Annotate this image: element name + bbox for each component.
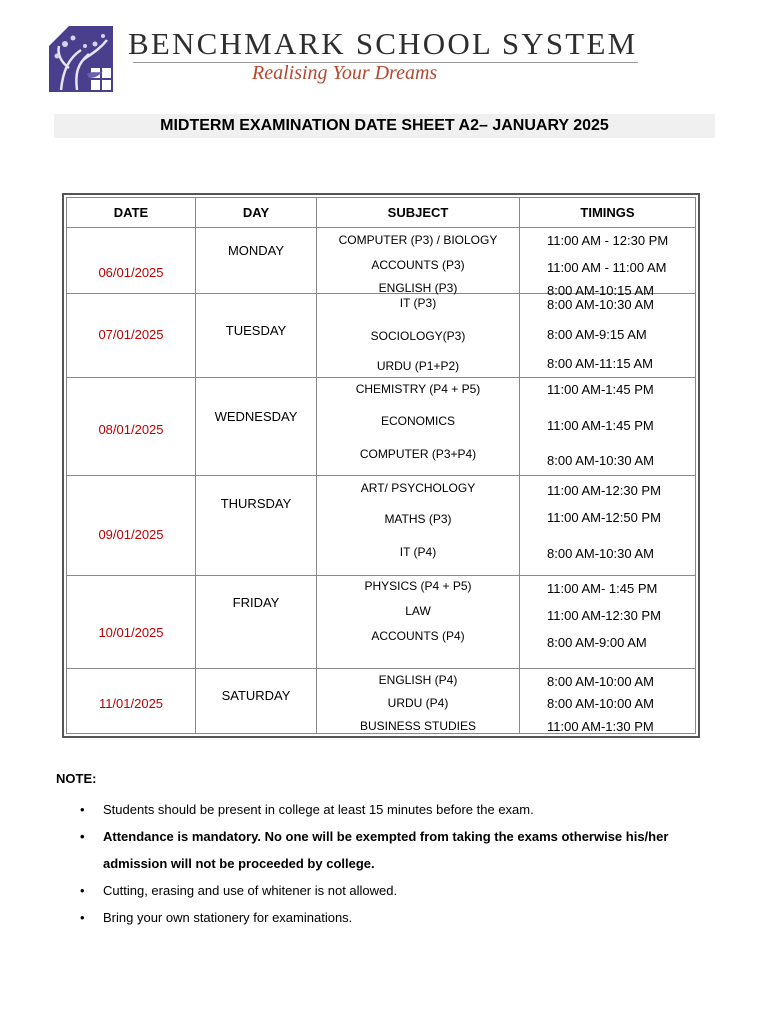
exam-subject: ACCOUNTS (P3) bbox=[371, 258, 465, 272]
row-divider bbox=[67, 575, 695, 576]
page-title: MIDTERM EXAMINATION DATE SHEET A2– JANUARY 2025 bbox=[54, 114, 715, 138]
exam-subject: LAW bbox=[405, 604, 431, 618]
exam-timing: 11:00 AM-1:30 PM bbox=[547, 719, 654, 734]
row-divider bbox=[67, 377, 695, 378]
note-item bbox=[80, 877, 720, 904]
note-item bbox=[80, 904, 720, 931]
column-header-date: DATE bbox=[113, 205, 149, 220]
note-list bbox=[80, 796, 720, 931]
exam-timing: 11:00 AM-1:45 PM bbox=[547, 418, 654, 433]
exam-timing: 11:00 AM-12:30 PM bbox=[547, 608, 661, 623]
school-logo bbox=[47, 24, 115, 94]
column-divider bbox=[519, 198, 520, 733]
exam-subject: IT (P3) bbox=[399, 296, 437, 310]
exam-timing: 11:00 AM-12:30 PM bbox=[547, 483, 661, 498]
exam-timing: 8:00 AM-9:15 AM bbox=[547, 327, 647, 342]
exam-timing: 8:00 AM-10:00 AM bbox=[547, 696, 654, 711]
note-label: NOTE: bbox=[56, 771, 97, 786]
bullet-icon: • bbox=[80, 829, 85, 844]
exam-date: 10/01/2025 bbox=[98, 625, 164, 640]
note-text: Students should be present in college at least 15 minutes before the exam. bbox=[103, 802, 534, 817]
exam-subject: CHEMISTRY (P4 + P5) bbox=[355, 382, 481, 396]
row-divider bbox=[67, 227, 695, 228]
column-header-subject: SUBJECT bbox=[387, 205, 449, 220]
column-header-timings: TIMINGS bbox=[580, 205, 635, 220]
column-header-day: DAY bbox=[242, 205, 270, 220]
exam-subject: BUSINESS STUDIES bbox=[359, 719, 477, 733]
note-text: Attendance is mandatory. No one will be exempted from taking the exams otherwise his/her admission will not be proceeded by college. bbox=[103, 829, 669, 871]
table-grid bbox=[66, 197, 696, 734]
exam-date: 06/01/2025 bbox=[98, 265, 164, 280]
note-text: Cutting, erasing and use of whitener is not allowed. bbox=[103, 883, 398, 898]
exam-subject: ENGLISH (P4) bbox=[378, 673, 458, 687]
exam-subject: PHYSICS (P4 + P5) bbox=[364, 579, 472, 593]
exam-timing: 8:00 AM-10:15 AM bbox=[547, 283, 654, 298]
tree-and-dove-logo-icon bbox=[47, 24, 115, 94]
exam-timing: 8:00 AM-9:00 AM bbox=[547, 635, 647, 650]
exam-timing: 8:00 AM-10:30 AM bbox=[547, 546, 654, 561]
exam-day: WEDNESDAY bbox=[214, 409, 298, 424]
exam-day: MONDAY bbox=[227, 243, 285, 258]
exam-subject: MATHS (P3) bbox=[384, 512, 452, 526]
exam-timing: 8:00 AM-11:15 AM bbox=[547, 356, 653, 371]
exam-timing: 11:00 AM - 11:00 AM bbox=[547, 260, 667, 275]
bullet-icon: • bbox=[80, 883, 85, 898]
exam-timing: 11:00 AM - 12:30 PM bbox=[547, 233, 669, 248]
exam-subject: IT (P4) bbox=[399, 545, 437, 559]
bullet-icon: • bbox=[80, 802, 85, 817]
exam-date: 07/01/2025 bbox=[98, 327, 164, 342]
exam-subject: ENGLISH (P3) bbox=[378, 281, 458, 295]
exam-subject: ECONOMICS bbox=[380, 414, 455, 428]
row-divider bbox=[67, 475, 695, 476]
exam-subject: COMPUTER (P3) / BIOLOGY bbox=[338, 233, 498, 247]
date-sheet-table bbox=[62, 193, 700, 738]
row-divider bbox=[67, 668, 695, 669]
exam-timing: 8:00 AM-10:30 AM bbox=[547, 453, 654, 468]
bullet-icon: • bbox=[80, 910, 85, 925]
exam-timing: 11:00 AM- 1:45 PM bbox=[547, 581, 658, 596]
exam-subject: URDU (P4) bbox=[387, 696, 449, 710]
column-divider bbox=[316, 198, 317, 733]
school-name: BENCHMARK SCHOOL SYSTEM bbox=[128, 26, 638, 61]
note-item bbox=[80, 796, 720, 823]
exam-subject: URDU (P1+P2) bbox=[376, 359, 460, 373]
exam-timing: 8:00 AM-10:00 AM bbox=[547, 674, 654, 689]
column-divider bbox=[195, 198, 196, 733]
school-tagline: Realising Your Dreams bbox=[252, 62, 438, 84]
exam-subject: SOCIOLOGY(P3) bbox=[370, 329, 466, 343]
exam-timing: 11:00 AM-12:50 PM bbox=[547, 510, 661, 525]
exam-date: 11/01/2025 bbox=[98, 696, 164, 711]
exam-day: THURSDAY bbox=[220, 496, 292, 511]
exam-subject: ART/ PSYCHOLOGY bbox=[360, 481, 476, 495]
exam-subject: COMPUTER (P3+P4) bbox=[359, 447, 477, 461]
exam-day: SATURDAY bbox=[221, 688, 291, 703]
exam-timing: 11:00 AM-1:45 PM bbox=[547, 382, 654, 397]
note-item bbox=[80, 823, 720, 877]
exam-day: FRIDAY bbox=[232, 595, 280, 610]
note-text: Bring your own stationery for examinations. bbox=[103, 910, 353, 925]
exam-day: TUESDAY bbox=[225, 323, 287, 338]
exam-date: 09/01/2025 bbox=[98, 527, 164, 542]
exam-subject: ACCOUNTS (P4) bbox=[371, 629, 465, 643]
exam-timing: 8:00 AM-10:30 AM bbox=[547, 297, 654, 312]
exam-date: 08/01/2025 bbox=[98, 422, 164, 437]
